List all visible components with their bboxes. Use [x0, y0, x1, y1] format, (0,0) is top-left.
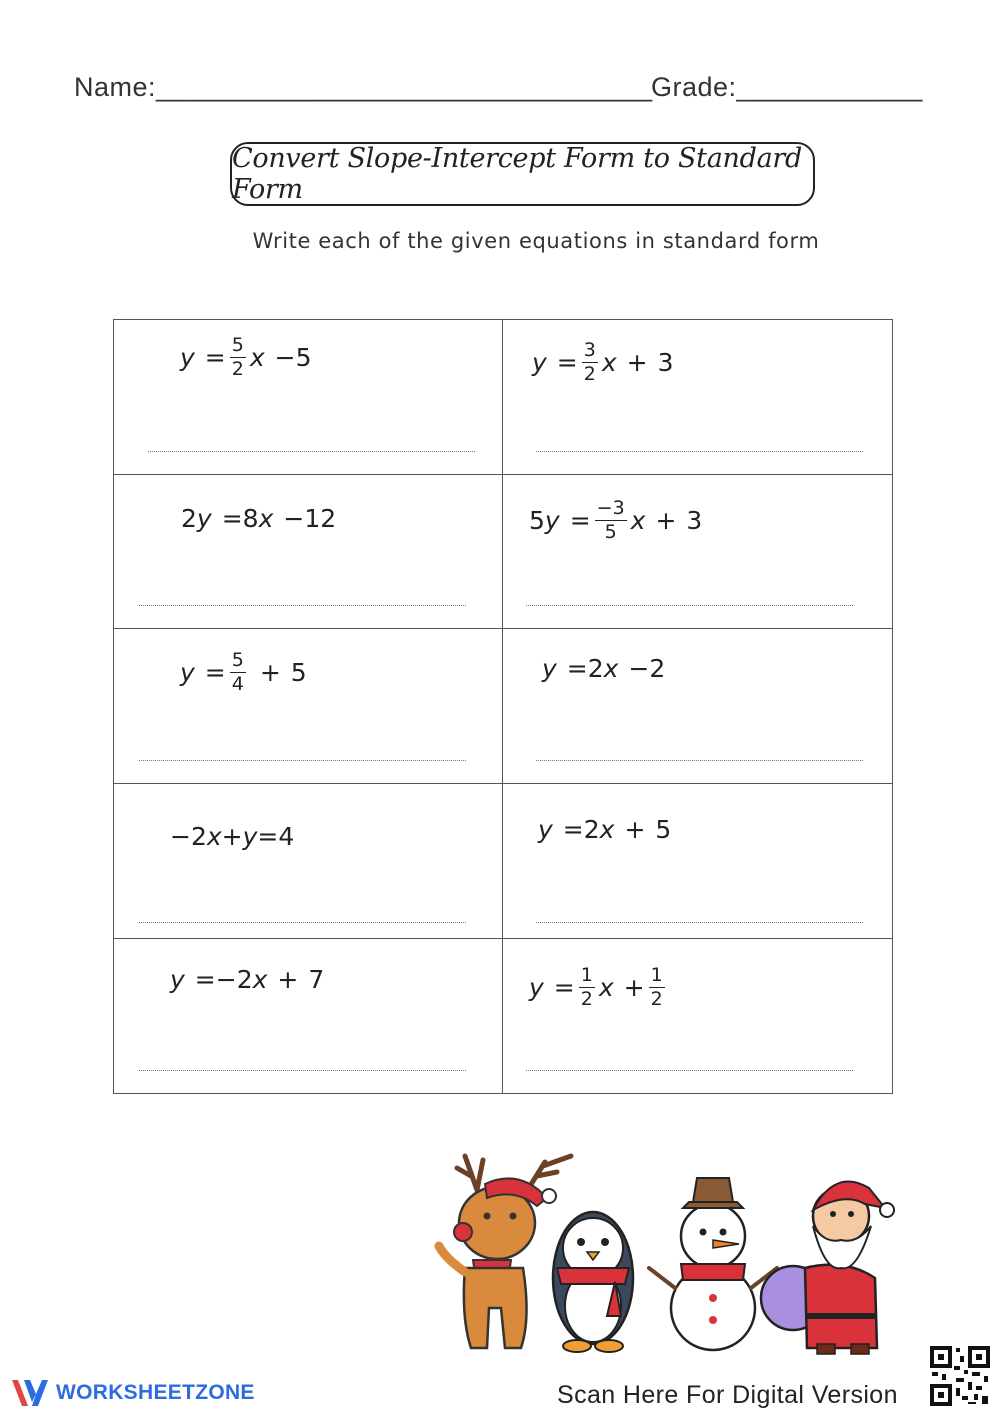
answer-line-2[interactable] — [536, 451, 863, 452]
fraction: $\frac{1}{2}$ — [650, 963, 663, 1010]
equation-1: y = $\frac{5}{2}$ x − 5 — [180, 333, 312, 380]
instructions: Write each of the given equations in standard form — [252, 229, 820, 253]
christmas-characters-illustration — [425, 1148, 895, 1358]
name-field — [74, 72, 653, 103]
equation-2: y = $\frac{3}{2}$ x + 3 — [532, 338, 674, 385]
grid-divider-row-3 — [113, 783, 893, 784]
answer-line-9[interactable] — [139, 1070, 466, 1071]
worksheetzone-logo[interactable] — [10, 1376, 255, 1410]
grid-divider-row-2 — [113, 628, 893, 629]
scan-text: Scan Here For Digital Version — [557, 1381, 898, 1409]
worksheet-title: Convert Slope-Intercept Form to Standard Form — [232, 143, 802, 205]
answer-line-8[interactable] — [536, 922, 863, 923]
answer-line-3[interactable] — [139, 605, 466, 606]
grid-divider-row-1 — [113, 474, 893, 475]
name-blank[interactable]: ________________________________ — [156, 72, 653, 102]
penguin-icon — [553, 1212, 633, 1352]
name-label: Name: — [74, 72, 157, 102]
grid-divider-vertical — [502, 319, 503, 1094]
fraction: $\frac{5}{4}$ — [231, 648, 244, 695]
logo-v-icon — [10, 1376, 50, 1410]
snowman-icon — [649, 1178, 777, 1350]
equation-6: y = 2 x − 2 — [542, 653, 666, 683]
grade-field — [651, 72, 923, 103]
fraction: $\frac{-3}{5}$ — [596, 496, 625, 543]
qr-code-icon[interactable] — [928, 1344, 992, 1408]
equation-8: y = 2 x + 5 — [538, 814, 672, 844]
grid-divider-row-4 — [113, 938, 893, 939]
equation-3: 2 y = 8 x − 12 — [181, 503, 337, 533]
title-box — [230, 142, 815, 206]
logo-text: WORKSHEETZONE — [56, 1381, 255, 1404]
answer-line-1[interactable] — [148, 451, 475, 452]
equation-4: 5 y = $\frac{-3}{5}$ x + 3 — [529, 496, 703, 543]
grade-label: Grade: — [651, 72, 737, 102]
grade-blank[interactable]: ____________ — [736, 72, 923, 102]
equation-9: y = −2 x + 7 — [170, 964, 325, 994]
fraction: $\frac{3}{2}$ — [583, 338, 596, 385]
fraction: $\frac{1}{2}$ — [580, 963, 593, 1010]
answer-line-5[interactable] — [139, 760, 466, 761]
equation-10: y = $\frac{1}{2}$ x + $\frac{1}{2}$ — [529, 963, 663, 1010]
answer-line-10[interactable] — [526, 1070, 853, 1071]
equation-5: y = $\frac{5}{4}$ + 5 — [180, 648, 307, 695]
answer-line-6[interactable] — [536, 760, 863, 761]
reindeer-icon — [439, 1156, 571, 1348]
answer-line-7[interactable] — [139, 922, 466, 923]
fraction: $\frac{5}{2}$ — [231, 333, 244, 380]
answer-line-4[interactable] — [526, 605, 853, 606]
equation-7: −2 x + y = 4 — [170, 821, 295, 851]
santa-icon — [761, 1182, 894, 1354]
